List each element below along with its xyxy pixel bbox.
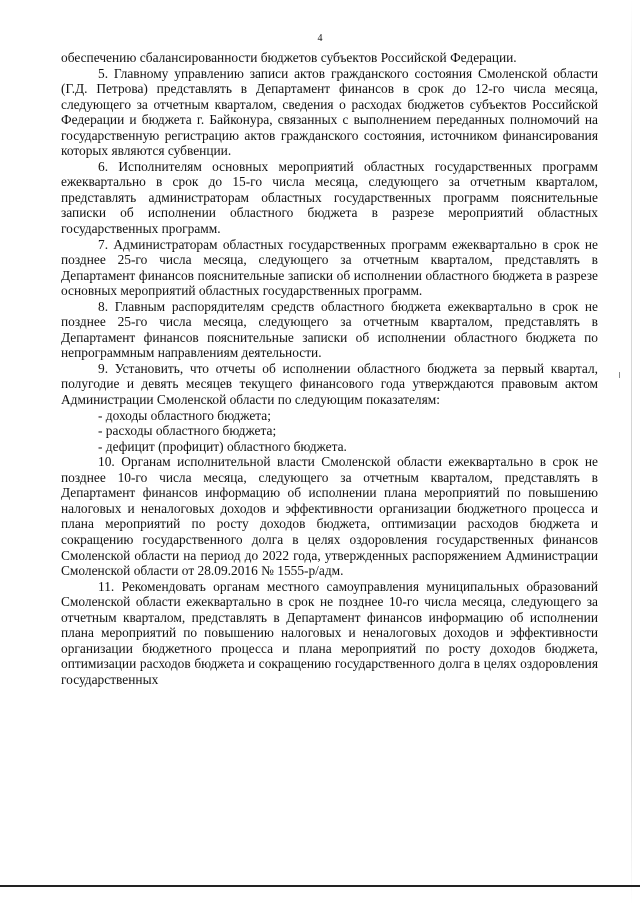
paragraph-6: 6. Исполнителям основных мероприятий областных государственных программ ежеквартально в срок до 15-го числа месяца, следующего за отчетным кварталом, представлять администраторам областных государственных программ пояснительные записки об исполнении областного бюджета в разрезе мероприятий областных государственных программ.	[61, 158, 598, 237]
paragraph-5: 5. Главному управлению записи актов гражданского состояния Смоленской области (Г.Д. Петрова) представлять в Департамент финансов в срок до 12-го числа месяца, следующего за отчетным кварталом, сведения о расходах бюджетов субъектов Российской Федерации и бюджета г. Байконура, связанных с выполнением переданных полномочий на государственную регистрацию актов гражданского состояния, источником финансирования которых являются субвенции.	[61, 65, 598, 159]
list-item-deficit: - дефицит (профицит) областного бюджета.	[98, 438, 347, 454]
scan-bottom-border	[0, 885, 640, 887]
list-item-revenues: - доходы областного бюджета;	[98, 407, 271, 423]
paragraph-10: 10. Органам исполнительной власти Смоленской области ежеквартально в срок не позднее 10-го числа месяца, следующего за отчетным кварталом, представлять в Департамент финансов информацию об исполнении плана мероприятий по повышению налоговых и неналоговых доходов и эффективности организации бюджетного процесса и плана мероприятий по росту доходов бюджета, оптимизации расходов бюджета и сокращению государственного долга в целях оздоровления государственных финансов Смоленской области на период до 2022 года, утвержденных распоряжением Администрации Смоленской области от 28.09.2016 № 1555-р/адм.	[61, 454, 598, 579]
scan-edge-shadow	[631, 0, 632, 905]
paragraph-7: 7. Администраторам областных государственных программ ежеквартально в срок не позднее 25-го числа месяца, следующего за отчетным кварталом, представлять в Департамент финансов пояснительные записки об исполнении областного бюджета в разрезе основных мероприятий областных государственных программ.	[61, 236, 598, 299]
paragraph-11: 11. Рекомендовать органам местного самоуправления муниципальных образований Смоленской области ежеквартально в срок не позднее 10-го числа месяца, следующего за отчетным кварталом, представлять в Департамент финансов информацию об исполнении плана мероприятий по повышению налоговых и неналоговых доходов и эффективности организации бюджетного процесса и плана мероприятий по росту доходов бюджета, оптимизации расходов бюджета и сокращению государственного долга в целях оздоровления государственных	[61, 578, 598, 687]
paragraph-9: 9. Установить, что отчеты об исполнении областного бюджета за первый квартал, полугодие и девять месяцев текущего финансового года утверждаются правовым актом Администрации Смоленской области по следующим показателям:	[61, 360, 598, 408]
page-number: 4	[317, 33, 323, 44]
list-item-expenses: - расходы областного бюджета;	[98, 423, 277, 439]
paragraph-8: 8. Главным распорядителям средств областного бюджета ежеквартально в срок не позднее 25-го числа месяца, следующего за отчетным кварталом, представлять в Департамент финансов пояснительные записки об исполнении областного бюджета по непрограммным направлениям деятельности.	[61, 298, 598, 361]
document-body	[61, 50, 598, 687]
scan-edge-tick	[619, 372, 620, 378]
paragraph-continuation: обеспечению сбалансированности бюджетов субъектов Российской Федерации.	[61, 50, 517, 65]
